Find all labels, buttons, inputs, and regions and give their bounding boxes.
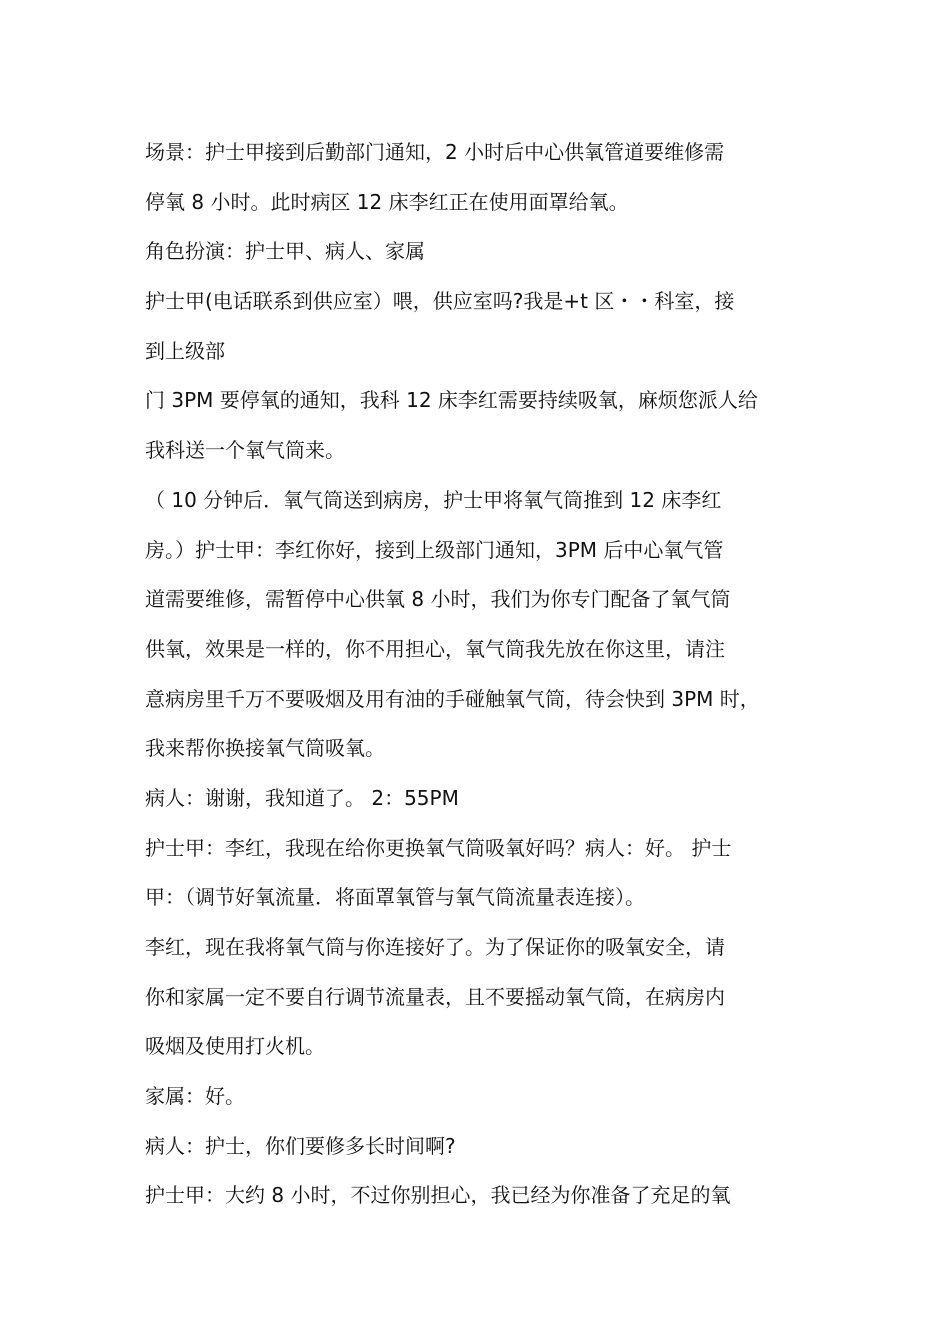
text-line-ward-3: 道需要维修，需暂停中心供氧 8 小时，我们为你专门配备了氧气筒 (145, 587, 731, 612)
text-line-scene-1: 场景：护士甲接到后勤部门通知，2 小时后中心供氧管道要维修需 (145, 140, 725, 164)
text-line-switch-2: 甲：（调节好氧流量．将面罩氧管与氧气筒流量表连接）。 (145, 885, 645, 910)
text-line-phone-call-1: 护士甲(电话联系到供应室）喂，供应室吗?我是+t 区・・科室，接 (145, 289, 735, 314)
text-line-nurse-answer: 护士甲：大约 8 小时，不过你别担心，我已经为你准备了充足的氧 (145, 1183, 731, 1208)
text-line-phone-call-4: 我科送一个氧气筒来。 (145, 438, 345, 463)
text-line-family-reply: 家属：好。 (145, 1084, 245, 1109)
text-line-ward-1: （ 10 分钟后．氧气筒送到病房，护士甲将氧气筒推到 12 床李红 (145, 487, 722, 512)
text-line-safety-1: 李红，现在我将氧气筒与你连接好了。为了保证你的吸氧安全，请 (145, 935, 725, 959)
text-line-patient-reply: 病人：谢谢，我知道了。 2：55PM (145, 785, 459, 810)
text-line-roles: 角色扮演：护士甲、病人、家属 (145, 239, 425, 264)
text-line-ward-5: 意病房里千万不要吸烟及用有油的手碰触氧气筒，待会快到 3PM 时， (145, 686, 760, 711)
text-line-ward-2: 房。）护士甲：李红你好，接到上级部门通知，3PM 后中心氧气管 (145, 537, 724, 562)
text-line-phone-call-3: 门 3PM 要停氧的通知，我科 12 床李红需要持续吸氧，麻烦您派人给 (145, 388, 758, 413)
text-line-ward-6: 我来帮你换接氧气筒吸氧。 (145, 736, 385, 761)
document-body (145, 128, 825, 1221)
text-line-switch-1: 护士甲：李红，我现在给你更换氧气筒吸氧好吗？病人：好。 护士 (145, 835, 732, 860)
text-line-scene-2: 停氧 8 小时。此时病区 12 床李红正在使用面罩给氧。 (145, 189, 629, 214)
text-line-patient-question: 病人：护士，你们要修多长时间啊? (145, 1133, 456, 1158)
text-line-safety-2: 你和家属一定不要自行调节流量表，且不要摇动氧气筒，在病房内 (145, 984, 725, 1009)
text-line-ward-4: 供氧，效果是一样的，你不用担心，氧气筒我先放在你这里，请注 (145, 636, 725, 661)
text-line-safety-3: 吸烟及使用打火机。 (145, 1034, 325, 1059)
text-line-phone-call-2: 到上级部 (145, 338, 225, 363)
